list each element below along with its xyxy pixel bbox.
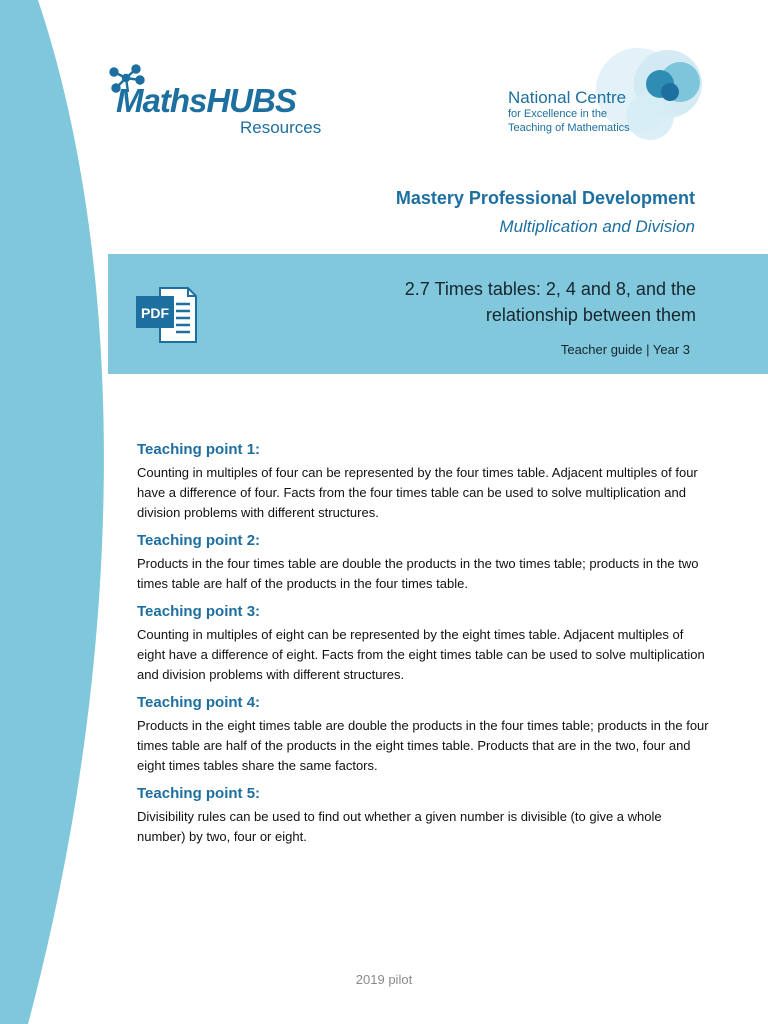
teacher-guide-label: Teacher guide | Year 3 [560,342,690,357]
pdf-label: PDF [141,305,169,321]
teaching-point [137,441,712,523]
resource-title [276,276,696,328]
teaching-point [137,532,712,594]
teaching-point-text: Products in the four times table are double the products in the two times table; products in the two times table are half of the products in the four times table. [137,556,699,591]
teaching-point-heading: Teaching point 3: [137,603,261,620]
mathshubs-resources-label: Resources [240,118,322,137]
teaching-point-text: Products in the eight times table are double the products in the four times table; products in the four times table are half of the products in the eight times table. Products that are in the two, four and eight times tables share the same factors. [137,718,709,773]
mathshubs-logo [104,64,334,144]
mathshubs-wordmark: MathsHUBS [116,82,296,119]
teaching-point-text: Counting in multiples of four can be represented by the four times table. Adjacent multiples of four have a difference of four. Facts from the four times table can be used to solve multiplication and division problems with different structures. [137,465,698,520]
teaching-point-heading: Teaching point 1: [137,441,261,458]
teaching-point [137,785,712,847]
title-banner [108,254,768,374]
ncetm-logo [500,44,710,144]
resource-title-line: 2.7 Times tables: 2, 4 and 8, and the [404,279,696,299]
teaching-point-heading: Teaching point 4: [137,694,261,711]
side-curve-decoration [0,0,130,1024]
teaching-point-heading: Teaching point 2: [137,532,261,549]
footer-label: 2019 pilot [355,972,413,987]
document-heading [396,188,695,237]
ncetm-subtitle [508,107,688,135]
heading-main: Mastery Professional Development [395,188,695,208]
teaching-point-heading: Teaching point 5: [137,785,261,802]
pdf-icon[interactable] [136,284,198,346]
teaching-point [137,694,712,776]
teaching-points [137,441,712,856]
teaching-point-text: Counting in multiples of eight can be represented by the eight times table. Adjacent multiples of eight have a difference of eight. Facts from the eight times table can be used to solve multiplication and division problems with different structures. [137,627,705,682]
ncetm-sub-line: for Excellence in the [508,108,608,120]
ncetm-title: National Centre [508,88,627,107]
teaching-point [137,603,712,685]
ncetm-sub-line: Teaching of Mathematics [508,122,630,134]
teaching-point-text: Divisibility rules can be used to find out whether a given number is divisible (to give a whole number) by two, four or eight. [137,809,662,844]
heading-sub: Multiplication and Division [499,217,695,236]
resource-title-line: relationship between them [485,305,696,325]
